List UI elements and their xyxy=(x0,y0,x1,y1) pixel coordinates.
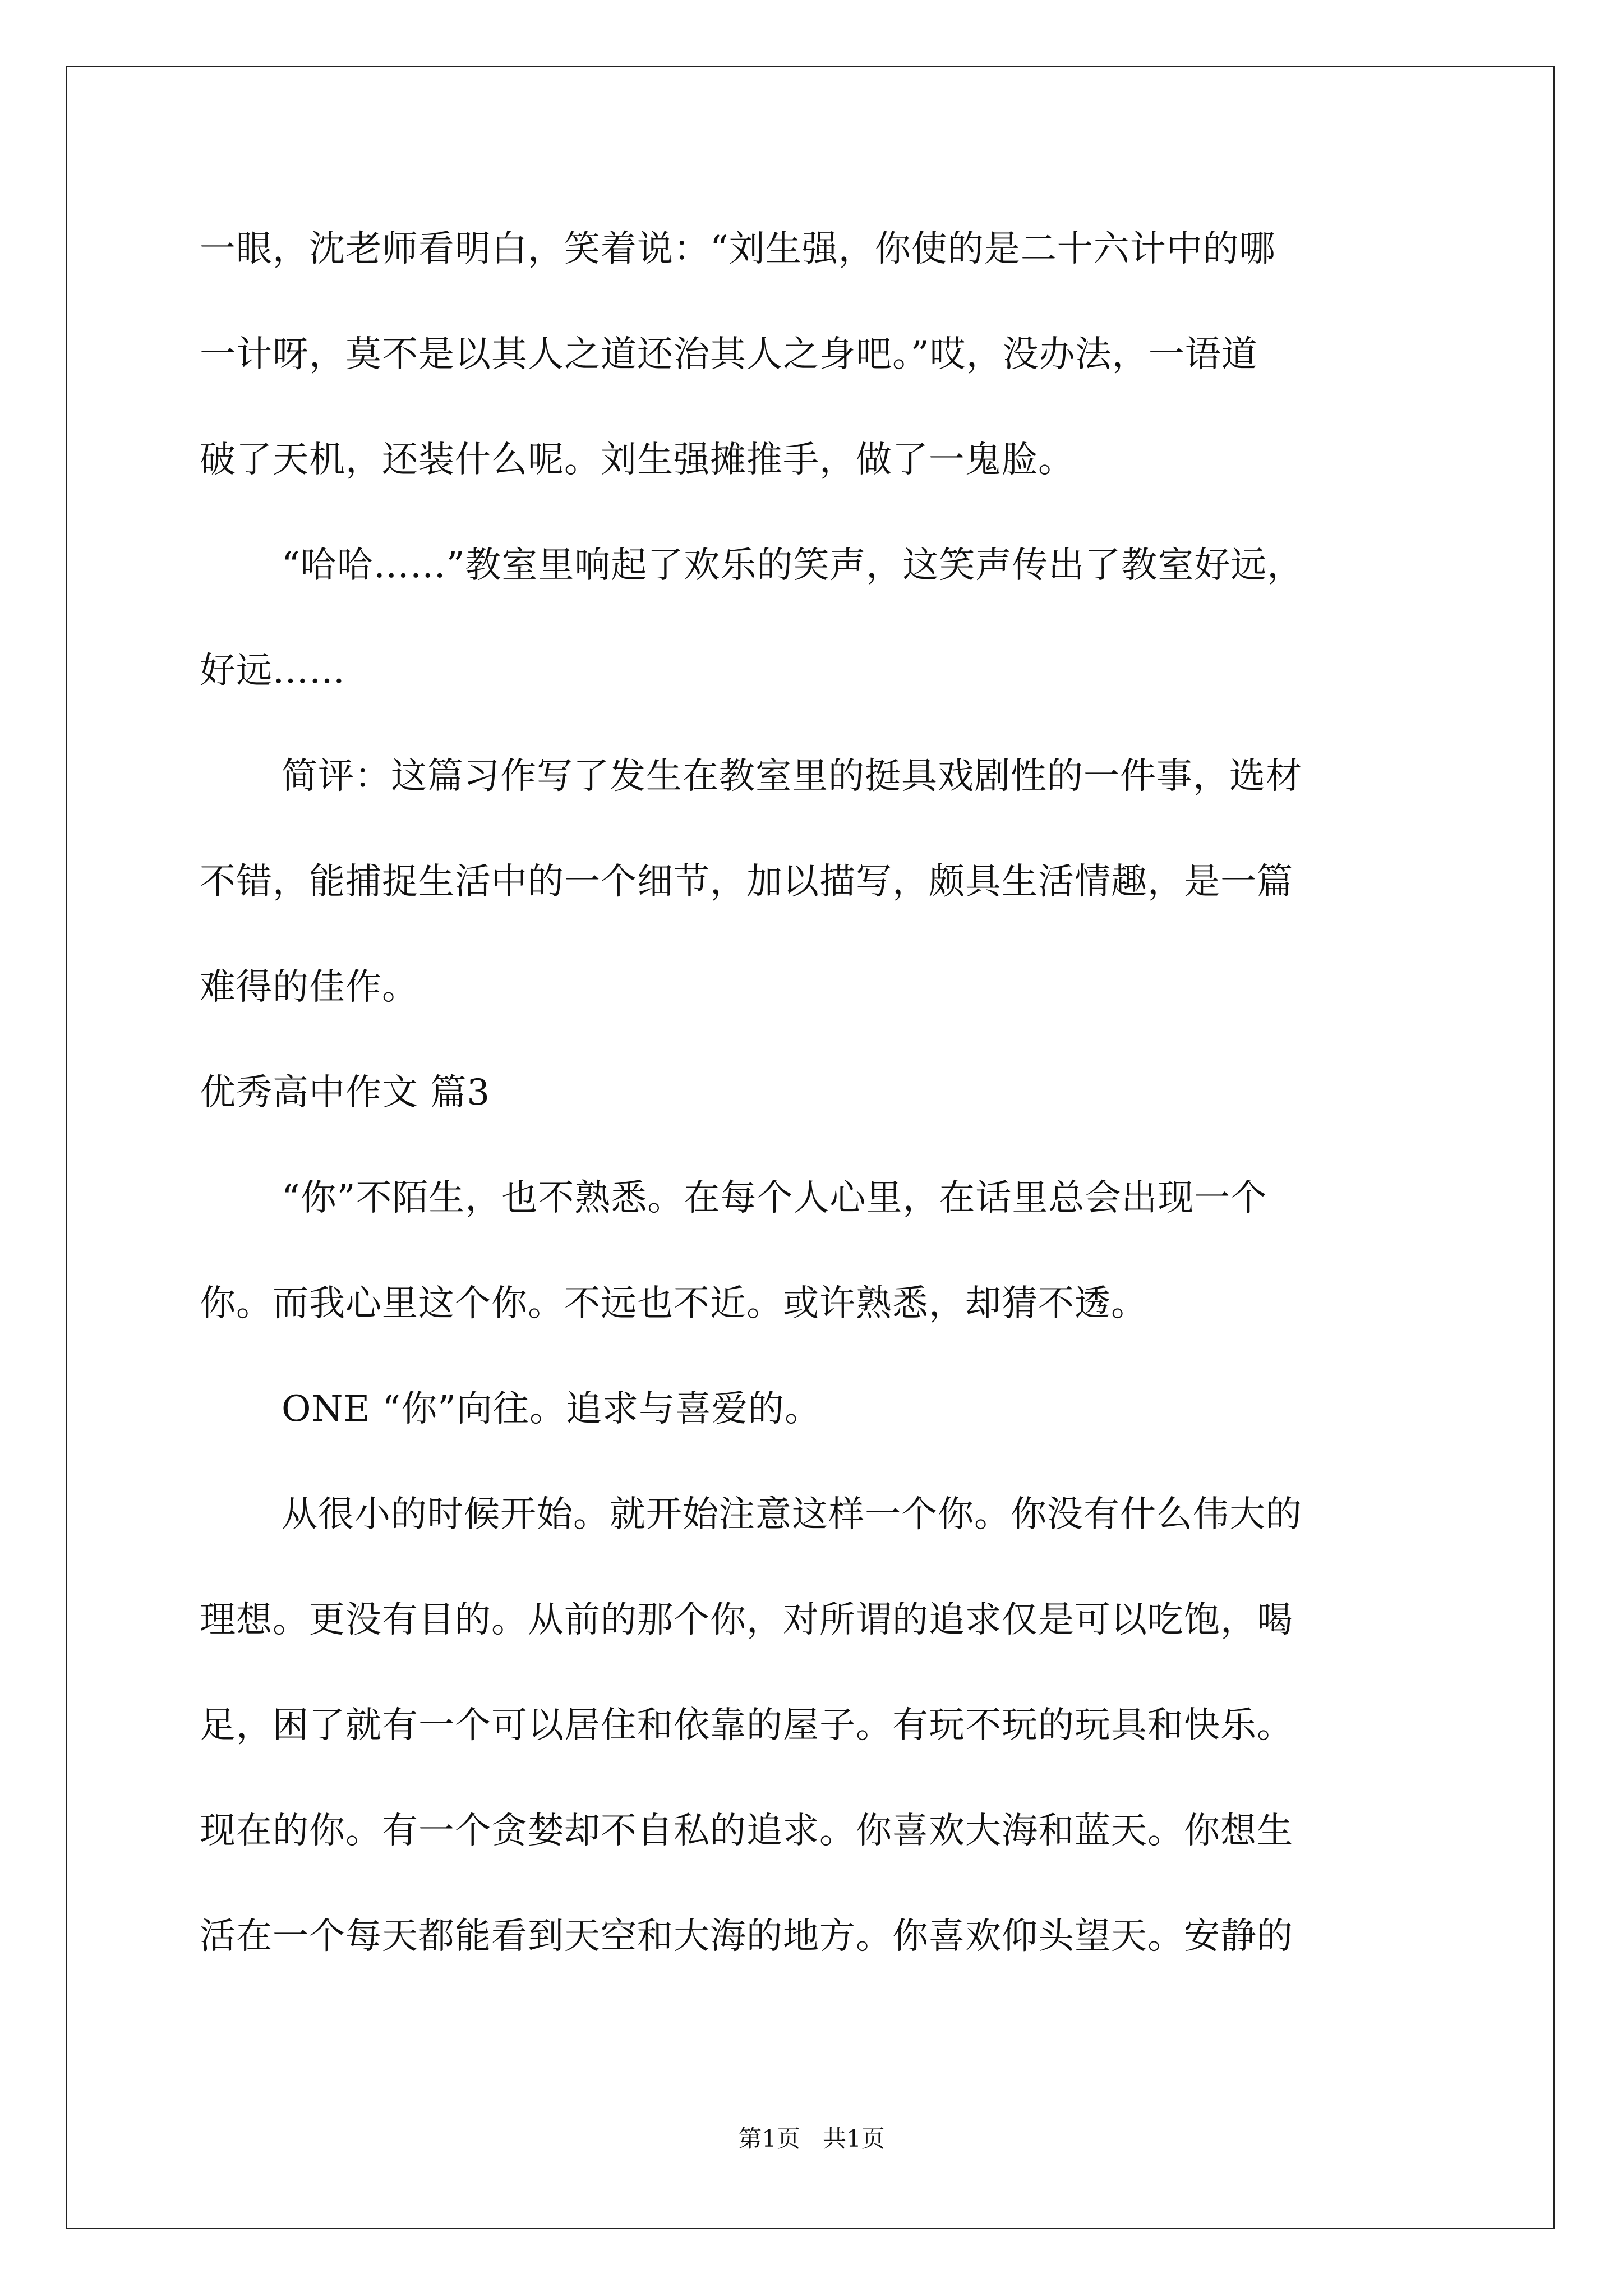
text-line: 从很小的时候开始。就开始注意这样一个你。你没有什么伟大的 xyxy=(282,1494,1302,1535)
text-line: 活在一个每天都能看到天空和大海的地方。你喜欢仰头望天。安静的 xyxy=(200,1916,1293,1957)
text-line: 简评：这篇习作写了发生在教室里的挺具戏剧性的一件事，选材 xyxy=(282,756,1302,797)
text-line: “哈哈……”教室里响起了欢乐的笑声，这笑声传出了教室好远， xyxy=(282,545,1304,586)
text-line: 现在的你。有一个贪婪却不自私的追求。你喜欢大海和蓝天。你想生 xyxy=(200,1810,1293,1852)
text-line: 好远…… xyxy=(200,650,345,692)
text-line: “你”不陌生，也不熟悉。在每个人心里，在话里总会出现一个 xyxy=(282,1177,1267,1219)
text-line: 破了天机，还装什么呢。刘生强摊推手，做了一鬼脸。 xyxy=(200,439,1075,481)
text-line: 不错，能捕捉生活中的一个细节，加以描写，颇具生活情趣，是一篇 xyxy=(200,861,1293,903)
text-line: ONE “你”向往。追求与喜爱的。 xyxy=(282,1388,821,1430)
page-footer: 第1页 共1页 xyxy=(738,2125,885,2152)
text-line: 难得的佳作。 xyxy=(200,967,418,1008)
text-line: 足，困了就有一个可以居住和依靠的屋子。有玩不玩的玩具和快乐。 xyxy=(200,1705,1293,1746)
page-border xyxy=(66,66,1555,2229)
text-line: 一眼，沈老师看明白，笑着说：“刘生强，你使的是二十六计中的哪 xyxy=(200,228,1276,270)
text-line: 一计呀，莫不是以其人之道还治其人之身吧。”哎，没办法，一语道 xyxy=(200,334,1258,375)
text-line: 你。而我心里这个你。不远也不近。或许熟悉，却猜不透。 xyxy=(200,1283,1147,1324)
text-line: 理想。更没有目的。从前的那个你，对所谓的追求仅是可以吃饱，喝 xyxy=(200,1599,1293,1641)
section-heading: 优秀高中作文 篇3 xyxy=(200,1072,491,1114)
